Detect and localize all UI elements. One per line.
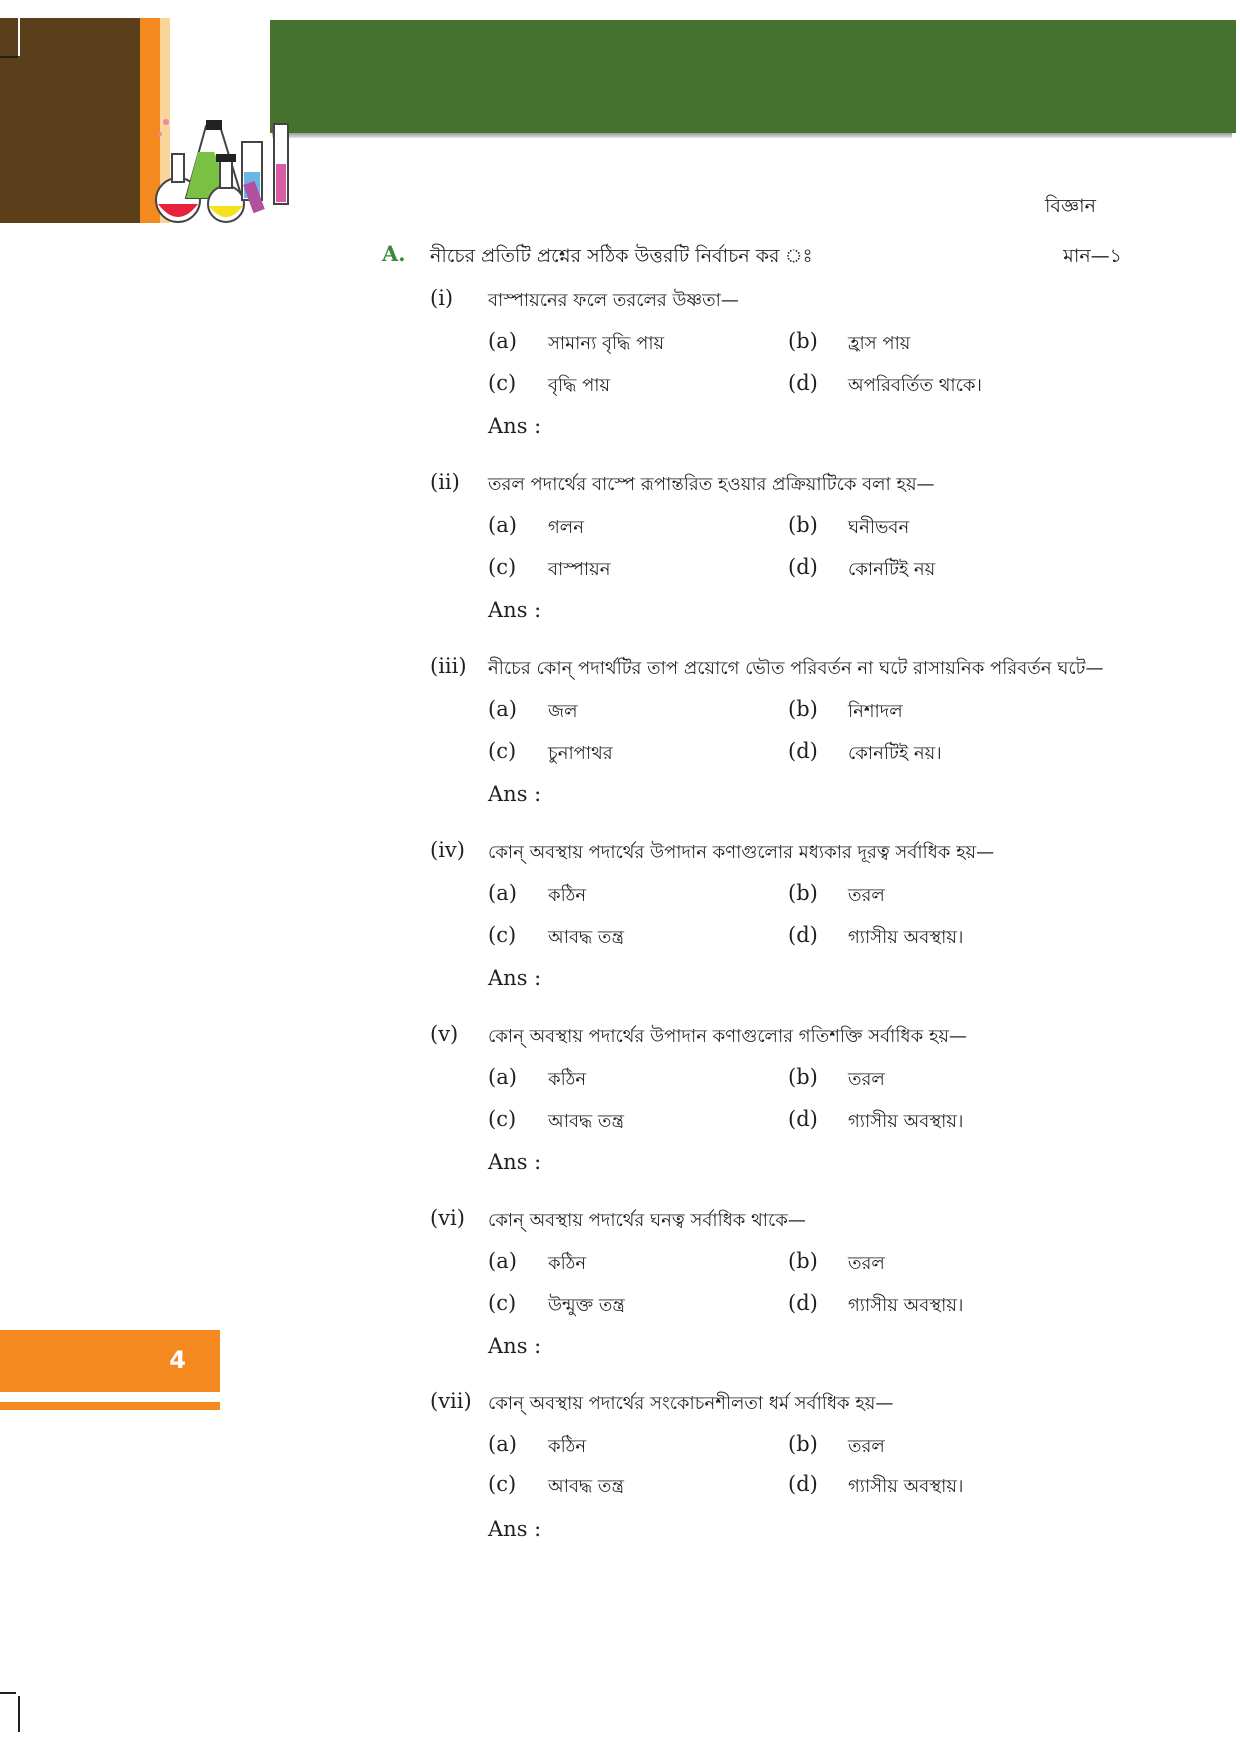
question-number: (vi)	[430, 1206, 465, 1230]
header-brown-block	[0, 18, 140, 223]
option-label: (b)	[788, 513, 818, 537]
option-text: অপরিবর্তিত থাকে।	[848, 375, 982, 396]
option-label: (d)	[788, 1107, 818, 1131]
option-text: কোনটিই নয়।	[848, 743, 942, 764]
option-label: (b)	[788, 697, 818, 721]
answer-label: Ans :	[488, 1150, 542, 1174]
question-number: (iv)	[430, 838, 465, 862]
question-item	[430, 1022, 1150, 1197]
question-number: (iii)	[430, 654, 467, 678]
answer-label: Ans :	[488, 1334, 542, 1358]
question-number: (v)	[430, 1022, 459, 1046]
option-text: কোনটিই নয়	[848, 559, 936, 580]
option-label: (d)	[788, 739, 818, 763]
option-text: গ্যাসীয় অবস্থায়।	[848, 1476, 964, 1497]
option-text: কঠিন	[548, 885, 587, 906]
lab-glassware-icon	[146, 112, 312, 224]
option-text: তরল	[848, 1253, 885, 1274]
option-label: (a)	[488, 1065, 517, 1089]
question-item	[430, 1206, 1150, 1381]
option-label: (b)	[788, 881, 818, 905]
option-label: (b)	[788, 329, 818, 353]
question-text: কোন্ অবস্থায় পদার্থের ঘনত্ব সর্বাধিক থাকে—	[488, 1210, 806, 1231]
question-item	[430, 838, 1150, 1013]
option-text: গ্যাসীয় অবস্থায়।	[848, 1295, 964, 1316]
option-text: তরল	[848, 885, 885, 906]
option-label: (c)	[488, 923, 517, 947]
crop-mark	[0, 1692, 16, 1694]
option-text: বৃদ্ধি পায়	[548, 375, 611, 396]
option-text: কঠিন	[548, 1253, 587, 1274]
option-label: (d)	[788, 1291, 818, 1315]
option-text: চুনাপাথর	[548, 743, 613, 764]
option-text: গ্যাসীয় অবস্থায়।	[848, 927, 964, 948]
question-text: তরল পদার্থের বাস্পে রূপান্তরিত হওয়ার প্রক্রিয়াটিকে বলা হয়—	[488, 474, 935, 495]
option-label: (b)	[788, 1432, 818, 1456]
option-label: (d)	[788, 1472, 818, 1496]
question-text: কোন্ অবস্থায় পদার্থের উপাদান কণাগুলোর গতিশক্তি সর্বাধিক হয়—	[488, 1026, 968, 1047]
question-number: (i)	[430, 286, 454, 310]
option-label: (d)	[788, 555, 818, 579]
option-text: গ্যাসীয় অবস্থায়।	[848, 1111, 964, 1132]
question-text: নীচের কোন্ পদার্থটির তাপ প্রয়োগে ভৌত পরিবর্তন না ঘটে রাসায়নিক পরিবর্তন ঘটে—	[488, 658, 1104, 679]
option-text: তরল	[848, 1069, 885, 1090]
answer-label: Ans :	[488, 966, 542, 990]
section-heading	[382, 241, 1122, 271]
question-item	[430, 1389, 1150, 1564]
answer-label: Ans :	[488, 414, 542, 438]
option-label: (a)	[488, 881, 517, 905]
section-title: নীচের প্রতিটি প্রশ্নের সঠিক উত্তরটি নির্বাচন কর ঃ	[430, 245, 813, 267]
option-text: উন্মুক্ত তন্ত্র	[548, 1295, 625, 1316]
crop-mark	[0, 56, 18, 58]
option-text: তরল	[848, 1436, 885, 1457]
answer-label: Ans :	[488, 782, 542, 806]
question-text: বাস্পায়নের ফলে তরলের উষ্ণতা—	[488, 290, 739, 311]
header-banner	[270, 20, 1236, 133]
option-text: কঠিন	[548, 1069, 587, 1090]
question-text: কোন্ অবস্থায় পদার্থের সংকোচনশীলতা ধর্ম সর্বাধিক হয়—	[488, 1393, 894, 1414]
option-label: (a)	[488, 513, 517, 537]
option-label: (c)	[488, 371, 517, 395]
option-label: (b)	[788, 1249, 818, 1273]
page-tab-underline	[0, 1402, 220, 1410]
option-label: (d)	[788, 371, 818, 395]
option-text: কঠিন	[548, 1436, 587, 1457]
question-item	[430, 286, 1150, 461]
crop-mark	[18, 1696, 20, 1732]
option-text: আবদ্ধ তন্ত্র	[548, 927, 624, 948]
option-text: আবদ্ধ তন্ত্র	[548, 1476, 624, 1497]
subject-label: বিজ্ঞান	[1044, 195, 1096, 217]
option-label: (a)	[488, 329, 517, 353]
question-number: (ii)	[430, 470, 460, 494]
option-text: বাস্পায়ন	[548, 559, 611, 580]
question-text: কোন্ অবস্থায় পদার্থের উপাদান কণাগুলোর মধ্যকার দূরত্ব সর্বাধিক হয়—	[488, 842, 995, 863]
header-banner-shadow	[272, 133, 1232, 138]
crop-mark	[18, 18, 20, 56]
answer-label: Ans :	[488, 598, 542, 622]
question-item	[430, 470, 1150, 645]
option-label: (c)	[488, 739, 517, 763]
option-label: (b)	[788, 1065, 818, 1089]
option-label: (c)	[488, 1291, 517, 1315]
option-text: আবদ্ধ তন্ত্র	[548, 1111, 624, 1132]
question-number: (vii)	[430, 1389, 472, 1413]
option-label: (a)	[488, 697, 517, 721]
option-label: (c)	[488, 1107, 517, 1131]
option-label: (d)	[788, 923, 818, 947]
section-marks: মান—১	[1063, 245, 1122, 267]
question-item	[430, 654, 1150, 829]
option-text: সামান্য বৃদ্ধি পায়	[548, 333, 665, 354]
option-label: (a)	[488, 1249, 517, 1273]
option-text: জল	[548, 701, 578, 722]
option-label: (c)	[488, 555, 517, 579]
option-text: নিশাদল	[848, 701, 903, 722]
option-label: (c)	[488, 1472, 517, 1496]
option-text: গলন	[548, 517, 584, 538]
page-number: 4	[169, 1346, 186, 1374]
answer-label: Ans :	[488, 1517, 542, 1541]
section-letter: A.	[382, 241, 406, 266]
option-text: ঘনীভবন	[848, 517, 910, 538]
option-label: (a)	[488, 1432, 517, 1456]
option-text: হ্রাস পায়	[848, 333, 911, 354]
